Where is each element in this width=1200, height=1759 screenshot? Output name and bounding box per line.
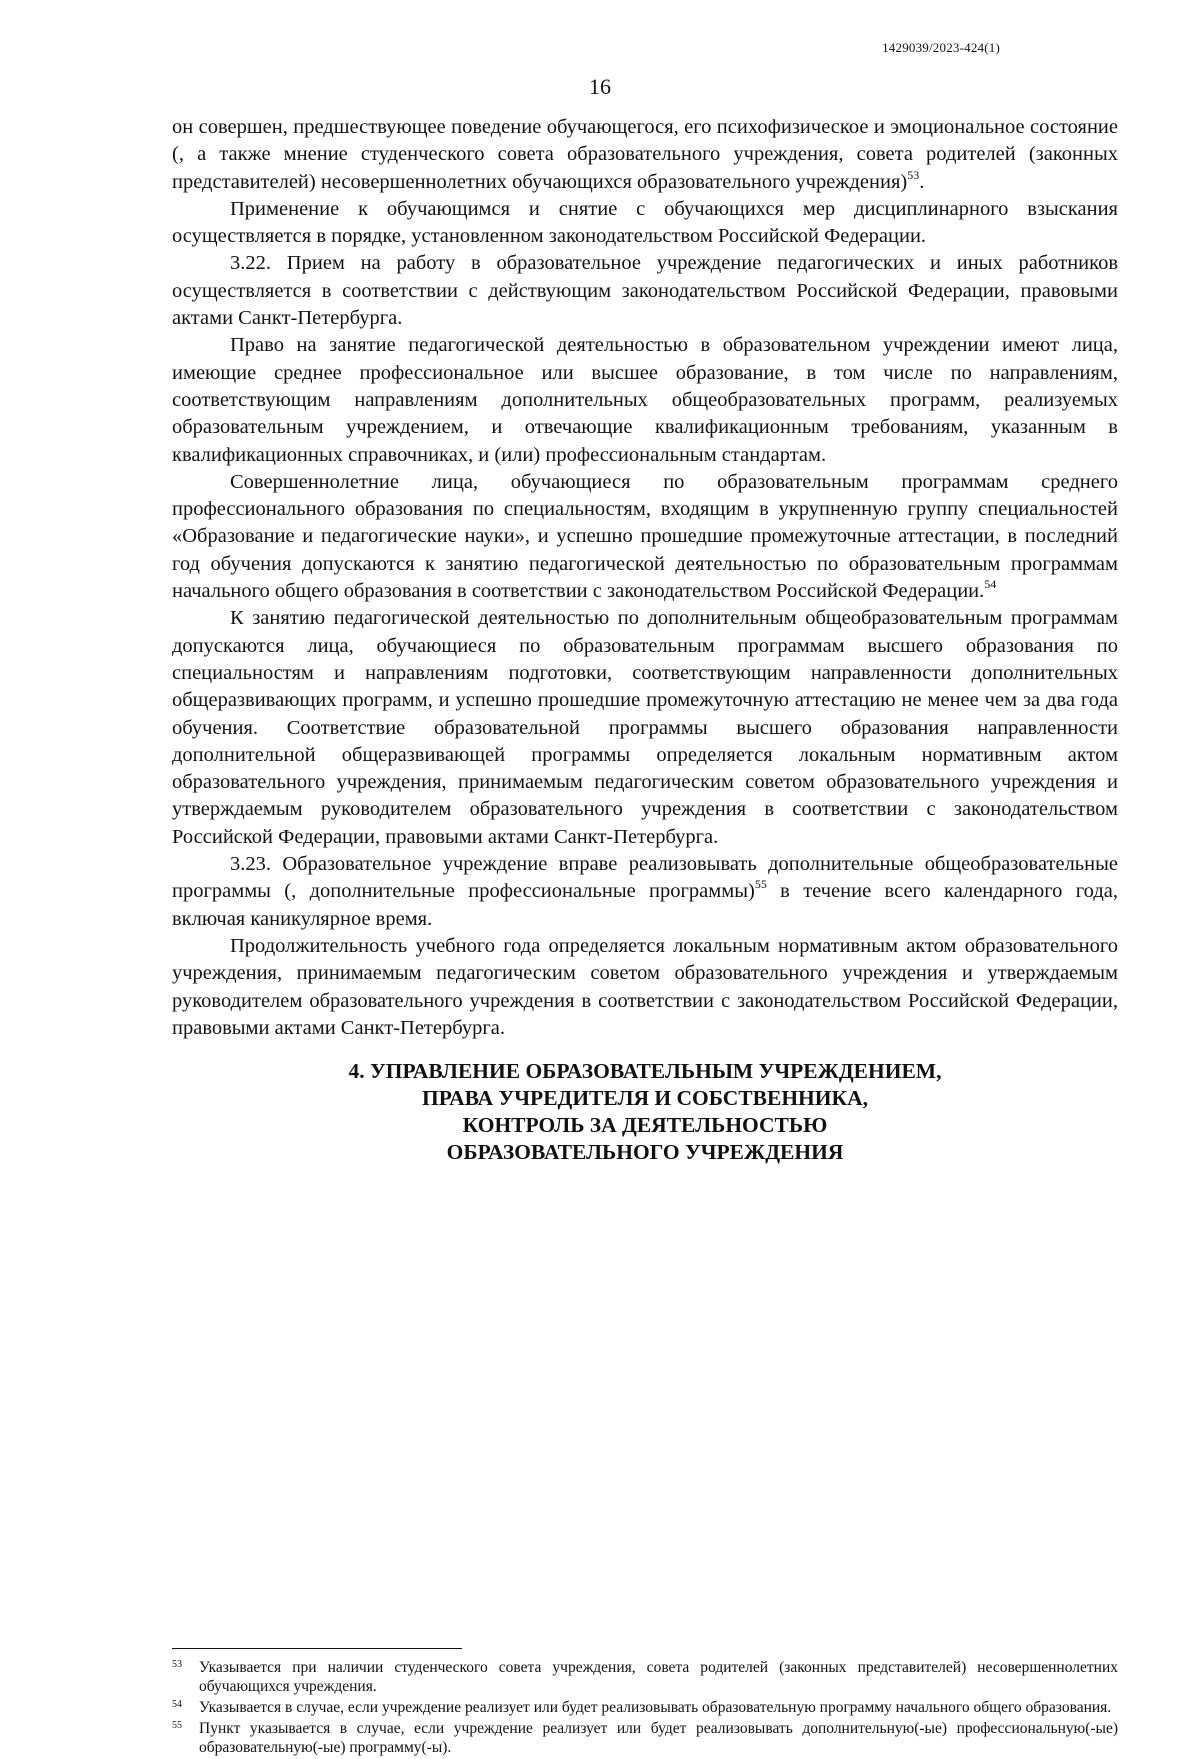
heading-line: ОБРАЗОВАТЕЛЬНОГО УЧРЕЖДЕНИЯ bbox=[446, 1140, 844, 1165]
footnote-ref[interactable]: 53 bbox=[907, 167, 920, 182]
paragraph-end: в течение всего календарного года, включая каникулярное время. bbox=[172, 880, 1118, 930]
section-heading bbox=[172, 1058, 1118, 1166]
footnote-mark: 53 bbox=[172, 1659, 182, 1670]
footnote-text: Указывается при наличии студенческого совета учреждения, совета родителей (законных представителей) несовершеннолетних обучающихся учреждения. bbox=[199, 1659, 1118, 1695]
footnote-text: Пункт указывается в случае, если учреждение реализует или будет реализовывать дополнительную(-ые) профессиональную(-ые) образовательную(-ые) программу(-ы). bbox=[199, 1720, 1118, 1756]
paragraph: Применение к обучающимся и снятие с обучающихся мер дисциплинарного взыскания осуществляется в порядке, установленном законодательством Российской Федерации. bbox=[172, 197, 1118, 248]
document-body bbox=[172, 114, 1118, 1166]
footnote bbox=[172, 1719, 1118, 1757]
footnote-mark: 54 bbox=[172, 1699, 182, 1710]
paragraph bbox=[172, 469, 1118, 605]
paragraph bbox=[172, 114, 1118, 196]
paragraph: Право на занятие педагогической деятельностью в образовательном учреждении имеют лица, имеющие среднее профессиональное или высшее образование, в том числе по направлениям, соответствующим направлениям дополнительных общеобразовательных программ, реализуемых образовательным учреждением, и отвечающие квалификационным требованиям, указанным в квалификационных справочниках, и (или) профессиональным стандартам. bbox=[172, 334, 1118, 466]
heading-line: ПРАВА УЧРЕДИТЕЛЯ И СОБСТВЕННИКА, bbox=[421, 1086, 868, 1111]
paragraph: К занятию педагогической деятельностью по дополнительным общеобразовательным программам допускаются лица, обучающиеся по образовательным программам высшего образования по специальностям и направлениям подготовки, соответствующим направленности дополнительных общеразвивающих программ, и успешно прошедшие промежуточную аттестацию не менее чем за два года обучения. Соответствие образовательной программы высшего образования направленности дополнительной общеразвивающей программы определяется локальным нормативным актом образовательного учреждения, принимаемым педагогическим советом образовательного учреждения и утверждаемым руководителем образовательного учреждения в соответствии с законодательством Российской Федерации, правовыми актами Санкт-Петербурга. bbox=[172, 607, 1118, 848]
paragraph-3-22: 3.22. Прием на работу в образовательное учреждение педагогических и иных работников осуществляется в соответствии с действующим законодательством Российской Федерации, правовыми актами Санкт-Петербурга. bbox=[172, 252, 1118, 330]
footnote-text: Указывается в случае, если учреждение реализует или будет реализовывать образовательную программу начального общего образования. bbox=[199, 1699, 1112, 1716]
footnote-separator bbox=[172, 1648, 462, 1649]
paragraph-text: он совершен, предшествующее поведение обучающегося, его психофизическое и эмоциональное состояние (, а также мнение студенческого совета образовательного учреждения, совета родителей (законных представителей) несовершеннолетних обучающихся образовательного учреждения) bbox=[172, 116, 1118, 193]
paragraph-end: . bbox=[919, 170, 925, 193]
paragraph: Продолжительность учебного года определяется локальным нормативным актом образовательного учреждения, принимаемым педагогическим советом образовательного учреждения и утверждаемым руководителем образовательного учреждения в соответствии с законодательством Российской Федерации, правовыми актами Санкт-Петербурга. bbox=[172, 934, 1118, 1039]
page-number: 16 bbox=[589, 74, 611, 99]
footnote-ref[interactable]: 55 bbox=[754, 877, 767, 892]
paragraph-3-23 bbox=[172, 851, 1118, 933]
heading-line: 4. УПРАВЛЕНИЕ ОБРАЗОВАТЕЛЬНЫМ УЧРЕЖДЕНИЕМ, bbox=[348, 1059, 942, 1084]
paragraph-text: 3.23. Образовательное учреждение вправе реализовывать дополнительные общеобразовательные программы (, дополнительные профессиональные программы) bbox=[172, 853, 1118, 903]
footnote-mark: 55 bbox=[172, 1720, 182, 1731]
footnote-ref[interactable]: 54 bbox=[984, 577, 997, 592]
footnote bbox=[172, 1698, 1118, 1717]
document-number: 1429039/2023-424(1) bbox=[882, 40, 1000, 55]
footnote bbox=[172, 1658, 1118, 1696]
paragraph-text: Совершеннолетние лица, обучающиеся по образовательным программам среднего профессионального образования по специальностям, входящим в укрупненную группу специальностей «Образование и педагогические науки», и успешно прошедшие промежуточные аттестации, в последний год обучения допускаются к занятию педагогической деятельностью по образовательным программам начального общего образования в соответствии с законодательством Российской Федерации. bbox=[172, 470, 1118, 603]
heading-line: КОНТРОЛЬ ЗА ДЕЯТЕЛЬНОСТЬЮ bbox=[462, 1113, 828, 1138]
footnotes bbox=[172, 1658, 1118, 1759]
